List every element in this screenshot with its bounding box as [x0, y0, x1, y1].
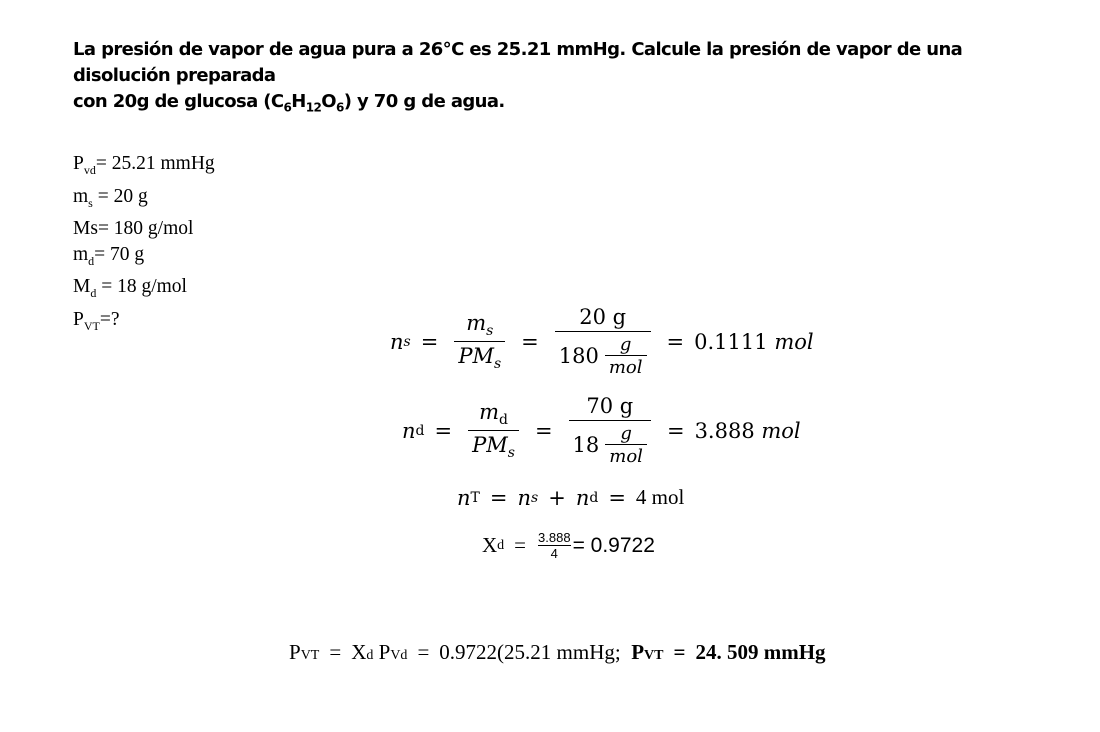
subscript: VT — [644, 648, 664, 663]
unit-numerator: g — [620, 423, 632, 444]
problem-statement — [73, 37, 1063, 121]
given-data-list — [73, 151, 215, 340]
equals-sign: = — [434, 418, 453, 443]
equals-sign: = — [489, 485, 508, 510]
equation-total-moles — [457, 485, 684, 510]
subscript: 6 — [335, 100, 344, 115]
given-symbol: m — [73, 243, 89, 265]
numerator: m — [479, 399, 499, 424]
equation-moles-solvent — [402, 394, 801, 467]
var-n: n — [402, 418, 416, 443]
equals-sign: = — [417, 640, 430, 664]
subscript: T — [470, 489, 480, 506]
unit-numerator: g — [619, 334, 632, 355]
var-n: n — [575, 485, 590, 510]
equation-mole-fraction — [482, 530, 655, 561]
equals-sign: = — [420, 329, 439, 354]
given-pvd — [73, 151, 215, 184]
given-symbol: P — [73, 153, 84, 174]
given-subscript: d — [90, 286, 97, 301]
problem-text: O — [321, 91, 336, 112]
subscript: s — [493, 356, 502, 373]
equals-sign: = — [534, 418, 553, 443]
given-symbol: m — [73, 185, 89, 207]
given-symbol: M — [73, 276, 91, 298]
given-pvt — [73, 307, 215, 340]
result-value: 0.1111 — [694, 329, 768, 354]
fraction-mass-over-molar-mass — [555, 305, 651, 378]
var-n: n — [457, 485, 471, 510]
subscript: s — [486, 323, 494, 339]
given-molar-mass-solute — [73, 216, 215, 242]
equals-sign: = — [329, 640, 342, 664]
fraction-mole-fraction — [538, 530, 571, 561]
given-molar-mass-solvent — [73, 274, 215, 307]
given-symbol: Ms — [73, 218, 98, 240]
given-ms — [73, 184, 215, 217]
denominator: 4 — [538, 545, 571, 561]
final-answer: 24. 509 mmHg — [695, 640, 826, 664]
problem-text: con 20g de glucosa (C — [73, 91, 284, 112]
var-n: n — [517, 485, 532, 510]
var-p: P — [289, 640, 301, 664]
subscript: d — [499, 412, 508, 428]
denominator-coefficient: 180 — [558, 344, 599, 368]
result-value: 3.888 — [694, 418, 755, 443]
unit-denominator: mol — [605, 444, 647, 467]
given-value: = 25.21 mmHg — [95, 153, 215, 174]
fraction-ms-over-pms — [454, 311, 505, 372]
subscript: d — [589, 489, 599, 506]
unit-denominator: mol — [605, 355, 647, 378]
equals-sign: = — [666, 329, 685, 354]
problem-text: H — [291, 91, 306, 112]
equals-sign: = — [666, 418, 685, 443]
given-value: = 180 g/mol — [97, 218, 194, 240]
calculation: 0.9722(25.21 mmHg; — [439, 640, 621, 664]
subscript: s — [531, 489, 539, 506]
subscript: 12 — [305, 100, 322, 115]
equals-sign: = — [673, 640, 686, 664]
denominator: PM — [472, 433, 508, 457]
equals-sign: = — [608, 485, 626, 510]
unit-fraction — [605, 334, 647, 378]
fraction-md-over-pms — [468, 400, 519, 461]
problem-text: ) y 70 g de agua. — [343, 91, 505, 112]
result-value: 4 mol — [635, 485, 685, 509]
given-subscript: vd — [83, 162, 96, 177]
var-x: X — [351, 640, 367, 664]
var-n: n — [390, 329, 404, 354]
denominator-coefficient: 18 — [572, 433, 600, 457]
given-value: = 20 g — [92, 185, 148, 207]
subscript: d — [366, 648, 374, 663]
numerator: 3.888 — [538, 530, 571, 545]
given-value: = 70 g — [94, 243, 145, 265]
plus-sign: + — [548, 485, 566, 510]
equation-moles-solute — [390, 305, 814, 378]
given-md — [73, 242, 215, 275]
problem-line-2 — [73, 89, 1063, 121]
given-symbol: P — [73, 309, 84, 331]
given-value: = 18 g/mol — [96, 276, 187, 298]
result-value: = 0.9722 — [572, 533, 655, 557]
unit-fraction — [605, 423, 647, 467]
given-subscript: s — [88, 195, 93, 210]
result-unit: mol — [761, 418, 801, 443]
given-value: =? — [99, 309, 120, 331]
equals-sign: = — [514, 533, 527, 557]
fraction-mass-over-molar-mass — [569, 394, 651, 467]
given-subscript: VT — [83, 318, 100, 333]
var-p: P — [378, 640, 391, 664]
equals-sign: = — [521, 329, 539, 354]
var-x: X — [482, 533, 498, 557]
numerator: 70 g — [586, 394, 634, 418]
numerator: m — [466, 310, 487, 335]
subscript: VT — [300, 648, 320, 663]
numerator: 20 g — [579, 305, 627, 329]
subscript: d — [415, 422, 425, 439]
given-subscript: d — [88, 253, 95, 268]
denominator: PM — [458, 344, 494, 368]
subscript: d — [497, 537, 505, 553]
equation-vapor-pressure — [289, 640, 826, 665]
result-unit: mol — [774, 329, 814, 354]
subscript: s — [507, 445, 515, 462]
subscript: Vd — [390, 648, 408, 663]
var-p: P — [631, 640, 645, 664]
problem-line-1: La presión de vapor de agua pura a 26°C es 25.21 mmHg. Calcule la presión de vapor de una disolución preparada — [73, 39, 963, 86]
subscript: 6 — [283, 100, 292, 115]
subscript: s — [403, 333, 411, 350]
